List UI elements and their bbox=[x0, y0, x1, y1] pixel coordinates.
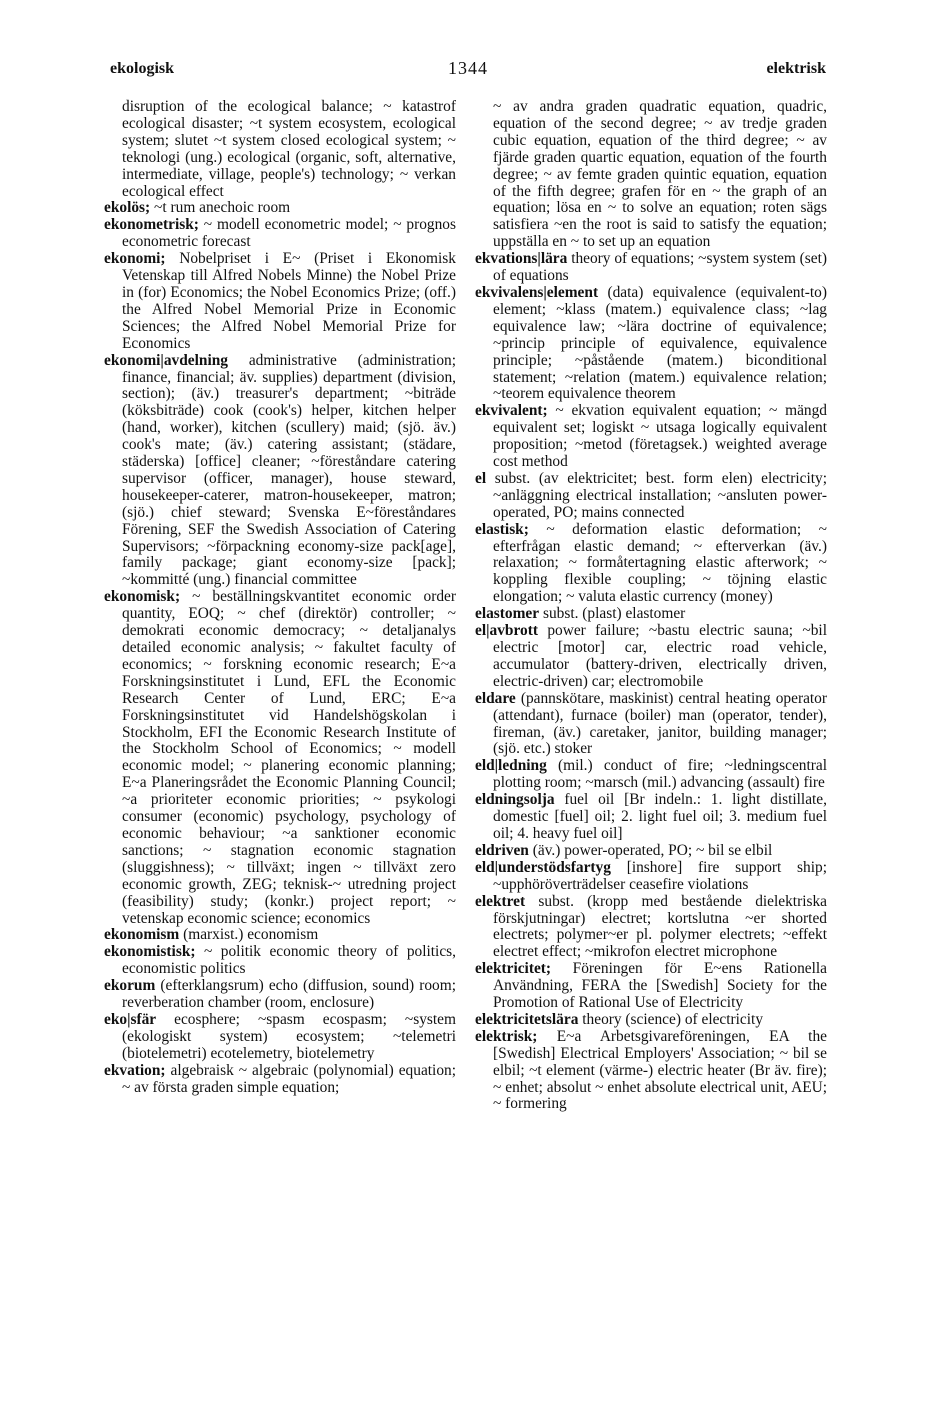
entry-text: ~ deformation elastic deformation; ~ efterfrågan elastic demand; ~ efterverkan (äv.) relaxation; ~ formåtertagning elastic afterwork; ~ koppling flexible coupling; ~ töjning elastic elongation; ~ valuta elastic currency (money) bbox=[493, 520, 827, 606]
entry-text: ~ beställningskvantitet economic order quantity, EOQ; ~ chef (direktör) controller; ~ demokrati economic democracy; ~ detaljanalys detailed economic analysis; ~ fakultet faculty of economics; ~ forskning economic research; E~a Forskningsinstitutet i Lund, EFL the Economic Research Center of Lund, ERC; E~a Forskningsinstitutet vid Handelshögskolan i Stockholm, EFI the Economic Research Institute of the Stockholm School of Economics; ~ modell economic model; ~ planering economic planning; E~a Planeringsrådet the Economic Planning Council; ~a prioriteter economic priorities; ~ psykologi consumer (economic) psychology, psychology of economic behaviour; ~a sanktioner economic sanctions; ~ stagnation economic stagnation (sluggishness); ~ tillväxt; ingen ~ tillväxt zero economic growth, ZEG; teknisk-~ utredning project (feasibility) study; (konkr.) project report; ~ vetenskap economic science; economics bbox=[122, 588, 456, 927]
dictionary-entry bbox=[475, 606, 827, 623]
entry-text: power failure; ~bastu electric sauna; ~bil electric [motor] car, electric road vehicle, accumulator (battery-driven, electrically driven, electric-driven) car; electromobile bbox=[493, 622, 827, 690]
entry-text: (data) equivalence (equivalent-to) element; ~klass (matem.) equivalence class; ~lag equivalence law; ~lära doctrine of equivalence; ~princip principle of equivalence, equivalence principle; ~påstående (matem.) biconditional statement; ~relation (matem.) equivalence relation; ~teorem equivalence theorem bbox=[493, 283, 827, 403]
dictionary-entry bbox=[475, 843, 827, 860]
entry-text: Nobelpriset i E~ (Priset i Ekonomisk Vetenskap till Alfred Nobels Minne) the Nobel Prize in (for) Economics; the Nobel Economics Prize; (off.) the Alfred Nobel Memorial Prize in Economic Sciences; the Alfred Nobel Memorial Prize for Economics bbox=[122, 250, 456, 352]
page-header bbox=[110, 60, 826, 86]
entry-text: administrative (administration; finance, financial; äv. supplies) department (division, section); (äv.) treasurer's department; ~biträde (köksbiträde) cook (cook's) helper, kitchen helper (hand, worker), kitchen (scullery) maid; (sjö. äv.) cook's mate; (äv.) catering assistant; (städare, städerska) [office] cleaner; ~föreståndare catering supervisor (officer, manager), house steward, housekeeper-caterer, matron-housekeeper, matron; (sjö.) chief steward; Svenska E~föreståndares Förening, SEF the Swedish Association of Catering Supervisors; ~förpackning economy-size pack[age], family package; giant economy-size [pack]; ~kommitté (ung.) financial committee bbox=[122, 351, 456, 589]
entry-headword: elektricitetslära bbox=[475, 1010, 579, 1028]
entry-headword: elektrisk; bbox=[475, 1027, 538, 1045]
dictionary-entry bbox=[475, 894, 827, 962]
entry-headword: eldningsolja bbox=[475, 791, 555, 809]
dictionary-entry bbox=[475, 1012, 827, 1029]
entry-headword: ekonomistisk; bbox=[104, 943, 196, 961]
dictionary-entry bbox=[475, 471, 827, 522]
entry-text: ~ modell econometric model; ~ prognos econometric forecast bbox=[122, 216, 456, 251]
entry-headword: eld|understödsfartyg bbox=[475, 858, 611, 876]
entry-headword: elastomer bbox=[475, 605, 540, 623]
dictionary-entry bbox=[104, 251, 456, 352]
dictionary-entry bbox=[104, 99, 456, 200]
entry-headword: ekonomi; bbox=[104, 250, 166, 268]
dictionary-entry bbox=[475, 792, 827, 843]
dictionary-entry bbox=[475, 1029, 827, 1114]
entry-text: subst. (plast) elastomer bbox=[542, 605, 686, 623]
dictionary-entry bbox=[104, 589, 456, 927]
entry-headword: el|avbrott bbox=[475, 622, 538, 640]
entry-text: Föreningen för E~ens Rationella Användning, FERA the [Swedish] Society for the Promotion of Rational Use of Electricity bbox=[493, 960, 827, 1012]
entry-headword: eldriven bbox=[475, 841, 529, 859]
dictionary-entry bbox=[475, 860, 827, 894]
entry-text: ecosphere; ~spasm ecospasm; ~system (ekologiskt system) ecosystem; ~telemetri (biotelemetri) ecotelemetry, biotelemetry bbox=[122, 1010, 456, 1062]
entry-text: ~t rum anechoic room bbox=[154, 199, 291, 217]
entry-headword: elastisk; bbox=[475, 520, 529, 538]
dictionary-entry bbox=[475, 691, 827, 759]
entry-text: fuel oil [Br indeln.: 1. light distillate, domestic [fuel] oil; 2. light fuel oil; 3. medium fuel oil; 4. heavy fuel oil] bbox=[493, 791, 827, 842]
entry-text: (marxist.) economism bbox=[183, 926, 319, 944]
dictionary-entry bbox=[475, 251, 827, 285]
dictionary-entry bbox=[475, 99, 827, 251]
entry-text: disruption of the ecological balance; ~ katastrof ecological disaster; ~t system ecosystem, ecological system; slutet ~t system closed ecological system; ~ teknologi (ung.) ecological (organic, soft, alternative, intermediate, village, people's) technology; ~ verkan ecological effect bbox=[122, 98, 456, 200]
entry-headword: eld|ledning bbox=[475, 757, 547, 775]
entry-text: (äv.) power-operated, PO; ~ bil se elbil bbox=[532, 841, 773, 859]
dictionary-entry bbox=[104, 200, 456, 217]
entry-headword: ekvivalent; bbox=[475, 402, 548, 420]
dictionary-entry bbox=[475, 961, 827, 1012]
right-guide-word: elektrisk bbox=[766, 60, 826, 77]
dictionary-entry bbox=[475, 623, 827, 691]
entry-text: [inshore] fire support ship; ~upphöröverträdelser ceasefire violations bbox=[493, 858, 827, 893]
dictionary-entry bbox=[475, 522, 827, 607]
dictionary-entry bbox=[104, 944, 456, 978]
entry-text: E~a Arbetsgivareföreningen, EA the [Swedish] Electrical Employers' Association; ~ bil se elbil; ~t element (värme-) electric heater (Br äv. fire); ~ enhet; absolut ~ enhet absolute electrical unit, AEU; ~ formering bbox=[493, 1027, 827, 1113]
dictionary-entry bbox=[475, 403, 827, 471]
entry-headword: eko|sfär bbox=[104, 1010, 157, 1028]
entry-text: algebraisk ~ algebraic (polynomial) equation; ~ av första graden simple equation; bbox=[122, 1061, 456, 1096]
entry-headword: ekonomism bbox=[104, 926, 180, 944]
entry-headword: ekonomisk; bbox=[104, 588, 181, 606]
entry-headword: ekvation; bbox=[104, 1061, 166, 1079]
entry-headword: el bbox=[475, 469, 487, 487]
dictionary-entry bbox=[104, 1012, 456, 1063]
dictionary-entry bbox=[104, 978, 456, 1012]
entry-headword: ekorum bbox=[104, 977, 156, 995]
entry-headword: ekvations|lära bbox=[475, 250, 568, 268]
page-number: 1344 bbox=[448, 58, 488, 78]
dictionary-entry bbox=[104, 353, 456, 590]
entry-text: theory (science) of electricity bbox=[582, 1010, 764, 1028]
entry-headword: elektricitet; bbox=[475, 960, 552, 978]
entry-headword: ekonometrisk; bbox=[104, 216, 199, 234]
entry-headword: elektret bbox=[475, 892, 526, 910]
entry-text: (mil.) conduct of fire; ~ledningscentral plotting room; ~marsch (mil.) advancing (assault) fire bbox=[493, 757, 827, 792]
dictionary-entry bbox=[104, 927, 456, 944]
entry-headword: eldare bbox=[475, 689, 516, 707]
dictionary-entry bbox=[104, 1063, 456, 1097]
right-column bbox=[475, 99, 827, 1113]
entry-text: (efterklangsrum) echo (diffusion, sound) room; reverberation chamber (room, enclosure) bbox=[122, 977, 456, 1012]
entry-text: theory of equations; ~system system (set) of equations bbox=[493, 250, 828, 285]
entry-text: ~ av andra graden quadratic equation, quadric, equation of the second degree; ~ av tredje graden cubic equation, equation of the third degree; ~ av fjärde graden quartic equation, equation of the fourth degree; ~ av femte graden quintic equation, equation of the fifth degree; grafen för en ~ the graph of an equation; lösa en ~ to solve an equation; roten sägs satisfiera ~en the root is said to satisfy the equation; uppställa en ~ to set up an equation bbox=[493, 98, 827, 251]
entry-text: ~ ekvation equivalent equation; ~ mängd equivalent set; logiskt ~ utsaga logically equivalent proposition; ~metod (företagsek.) weighted average cost method bbox=[493, 402, 827, 471]
left-guide-word: ekologisk bbox=[110, 60, 175, 77]
entry-headword: ekvivalens|element bbox=[475, 283, 599, 301]
entry-text: (pannskötare, maskinist) central heating operator (attendant), furnace (boiler) man (operator, tender), fireman, (äv.) caretaker, janitor, building manager; (sjö. etc.) stoker bbox=[493, 689, 827, 758]
entry-text: subst. (kropp med bestående dielektriska förskjutningar) electret; kortslutna ~er shorted electrets; polymer~er pl. polymer electrets; ~effekt electret effect; ~mikrofon electret microphone bbox=[493, 892, 827, 961]
dictionary-entry bbox=[475, 285, 827, 403]
dictionary-entry bbox=[475, 758, 827, 792]
entry-text: ~ politik economic theory of politics, economistic politics bbox=[122, 943, 456, 978]
entry-headword: ekolös; bbox=[104, 199, 151, 217]
entry-text: subst. (av elektricitet; best. form elen) electricity; ~anläggning electrical installation; ~ansluten power-operated, PO; mains connected bbox=[493, 469, 827, 521]
dictionary-entry bbox=[104, 217, 456, 251]
left-column bbox=[104, 99, 456, 1096]
entry-headword: ekonomi|avdelning bbox=[104, 351, 228, 369]
